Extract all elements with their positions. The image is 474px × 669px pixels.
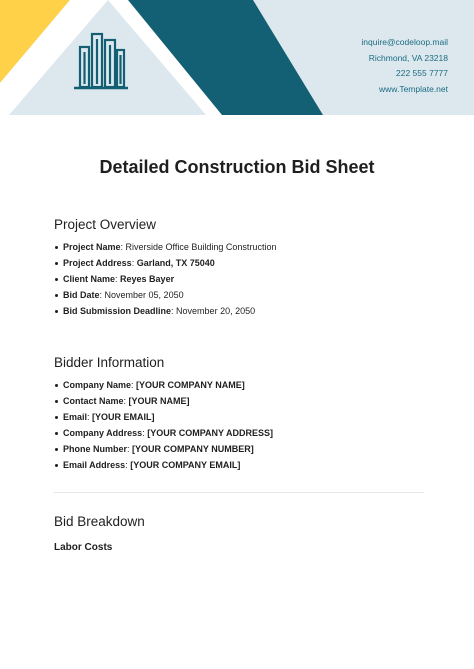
section-divider — [54, 492, 424, 493]
contact-block — [361, 35, 448, 97]
list-item: Bid Date: November 05, 2050 — [54, 287, 276, 303]
list-item: Client Name: Reyes Bayer — [54, 271, 276, 287]
list-item: Email: [YOUR EMAIL] — [54, 409, 273, 425]
bidder-information-list — [54, 377, 273, 473]
bidder-information-heading: Bidder Information — [54, 355, 165, 370]
contact-website: www.Template.net — [379, 83, 448, 94]
list-item: Company Name: [YOUR COMPANY NAME] — [54, 377, 273, 393]
contact-city: Richmond, VA 23218 — [368, 52, 448, 63]
list-item: Bid Submission Deadline: November 20, 2050 — [54, 303, 276, 319]
list-item: Email Address: [YOUR COMPANY EMAIL] — [54, 457, 273, 473]
project-overview-heading: Project Overview — [54, 217, 157, 232]
labor-costs-heading: Labor Costs — [54, 542, 113, 553]
contact-email: inquire@codeloop.mail — [361, 37, 448, 47]
bid-breakdown-heading: Bid Breakdown — [54, 514, 145, 529]
project-overview-list — [54, 239, 276, 319]
page-title: Detailed Construction Bid Sheet — [99, 157, 375, 177]
contact-phone: 222 555 7777 — [396, 68, 448, 78]
list-item: Phone Number: [YOUR COMPANY NUMBER] — [54, 441, 273, 457]
list-item: Project Address: Garland, TX 75040 — [54, 255, 276, 271]
list-item: Contact Name: [YOUR NAME] — [54, 393, 273, 409]
list-item: Company Address: [YOUR COMPANY ADDRESS] — [54, 425, 273, 441]
list-item: Project Name: Riverside Office Building Construction — [54, 239, 276, 255]
